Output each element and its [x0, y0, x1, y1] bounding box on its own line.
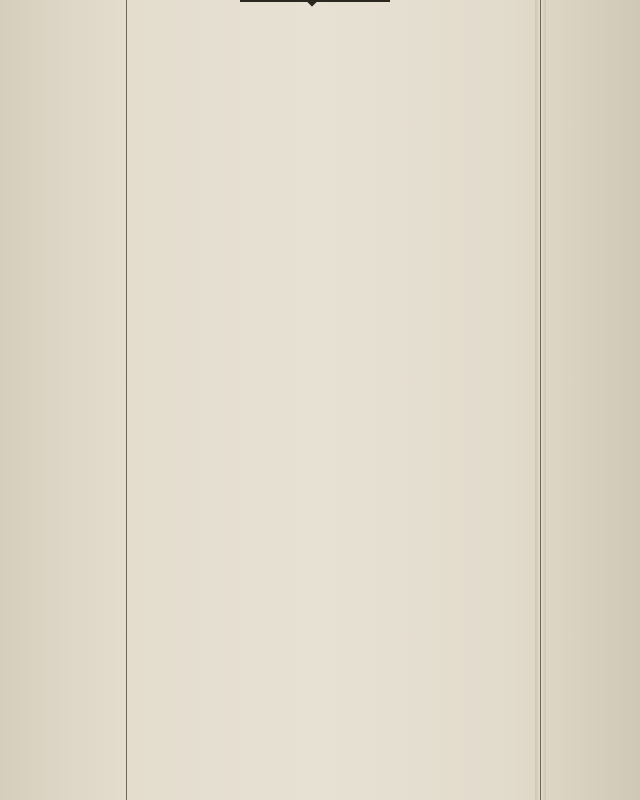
center-column — [130, 0, 535, 8]
column-rule-left — [126, 0, 127, 800]
ornamental-rule — [240, 0, 390, 2]
column-rule-right — [540, 0, 541, 800]
right-column — [546, 0, 640, 8]
